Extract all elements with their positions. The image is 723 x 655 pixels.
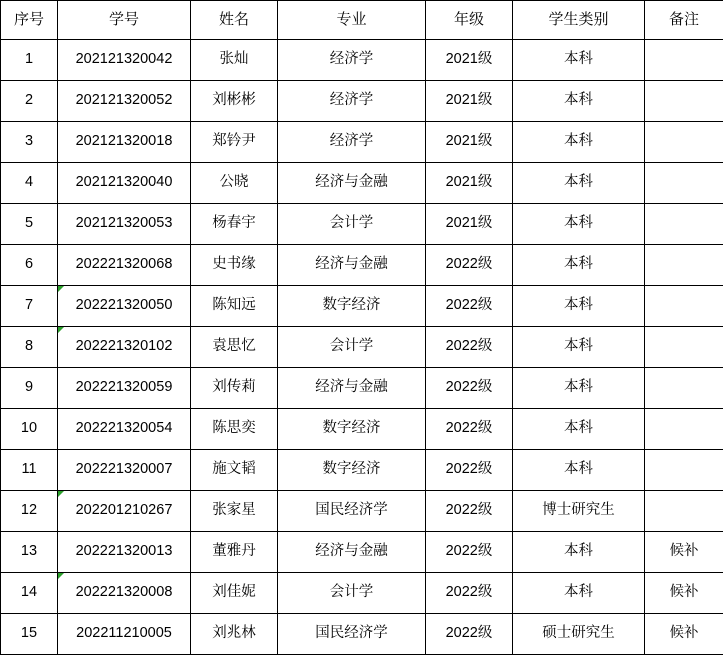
cell-grade: 2021级 — [426, 204, 513, 245]
cell-student-type: 本科 — [513, 163, 645, 204]
table-row — [1, 450, 723, 491]
cell-note — [645, 491, 723, 532]
table-row — [1, 40, 723, 81]
column-header-student-type: 学生类别 — [513, 1, 645, 40]
cell-no: 9 — [1, 368, 58, 409]
cell-major: 国民经济学 — [278, 491, 426, 532]
cell-major: 经济与金融 — [278, 532, 426, 573]
cell-student-id: 202201210267 — [58, 491, 191, 532]
cell-name: 施文韬 — [191, 450, 278, 491]
cell-no: 4 — [1, 163, 58, 204]
cell-no: 7 — [1, 286, 58, 327]
cell-major: 经济与金融 — [278, 245, 426, 286]
cell-note — [645, 368, 723, 409]
cell-major: 数字经济 — [278, 286, 426, 327]
cell-student-type: 本科 — [513, 286, 645, 327]
cell-student-type: 本科 — [513, 573, 645, 614]
cell-name: 郑钤尹 — [191, 122, 278, 163]
cell-student-id: 202221320054 — [58, 409, 191, 450]
cell-no: 6 — [1, 245, 58, 286]
cell-student-type: 本科 — [513, 122, 645, 163]
cell-student-id: 202221320013 — [58, 532, 191, 573]
cell-major: 数字经济 — [278, 450, 426, 491]
cell-name: 张家星 — [191, 491, 278, 532]
cell-name: 陈知远 — [191, 286, 278, 327]
cell-note — [645, 450, 723, 491]
cell-name: 刘兆林 — [191, 614, 278, 655]
cell-major: 会计学 — [278, 327, 426, 368]
column-header-name: 姓名 — [191, 1, 278, 40]
cell-student-id: 202221320059 — [58, 368, 191, 409]
cell-note: 候补 — [645, 573, 723, 614]
cell-grade: 2022级 — [426, 450, 513, 491]
table-row — [1, 245, 723, 286]
cell-no: 5 — [1, 204, 58, 245]
table-header-row — [1, 1, 723, 40]
cell-student-id: 202121320052 — [58, 81, 191, 122]
cell-no: 1 — [1, 40, 58, 81]
cell-grade: 2022级 — [426, 409, 513, 450]
cell-student-id: 202121320053 — [58, 204, 191, 245]
cell-note — [645, 40, 723, 81]
cell-student-id: 202221320050 — [58, 286, 191, 327]
cell-grade: 2022级 — [426, 532, 513, 573]
cell-no: 12 — [1, 491, 58, 532]
cell-student-type: 本科 — [513, 40, 645, 81]
table-row — [1, 409, 723, 450]
cell-no: 15 — [1, 614, 58, 655]
cell-student-type: 本科 — [513, 368, 645, 409]
table-row — [1, 573, 723, 614]
table-row — [1, 532, 723, 573]
table-row — [1, 286, 723, 327]
cell-student-type: 本科 — [513, 327, 645, 368]
cell-no: 8 — [1, 327, 58, 368]
cell-note — [645, 163, 723, 204]
cell-student-type: 本科 — [513, 409, 645, 450]
cell-no: 10 — [1, 409, 58, 450]
table-row — [1, 81, 723, 122]
cell-grade: 2022级 — [426, 327, 513, 368]
cell-major: 经济学 — [278, 40, 426, 81]
cell-student-type: 本科 — [513, 204, 645, 245]
cell-name: 杨春宇 — [191, 204, 278, 245]
cell-major: 经济学 — [278, 122, 426, 163]
cell-note: 候补 — [645, 532, 723, 573]
column-header-note: 备注 — [645, 1, 723, 40]
cell-grade: 2022级 — [426, 573, 513, 614]
cell-no: 11 — [1, 450, 58, 491]
cell-student-type: 博士研究生 — [513, 491, 645, 532]
cell-grade: 2022级 — [426, 614, 513, 655]
table-row — [1, 614, 723, 655]
cell-student-id: 202221320102 — [58, 327, 191, 368]
cell-student-type: 本科 — [513, 245, 645, 286]
cell-major: 经济与金融 — [278, 163, 426, 204]
table-row — [1, 491, 723, 532]
cell-note — [645, 286, 723, 327]
cell-grade: 2021级 — [426, 122, 513, 163]
cell-student-type: 本科 — [513, 450, 645, 491]
cell-name: 袁思忆 — [191, 327, 278, 368]
cell-major: 会计学 — [278, 573, 426, 614]
cell-name: 刘传莉 — [191, 368, 278, 409]
cell-grade: 2021级 — [426, 40, 513, 81]
cell-no: 14 — [1, 573, 58, 614]
cell-note — [645, 204, 723, 245]
cell-name: 陈思奕 — [191, 409, 278, 450]
cell-name: 刘彬彬 — [191, 81, 278, 122]
cell-grade: 2021级 — [426, 81, 513, 122]
cell-no: 3 — [1, 122, 58, 163]
cell-grade: 2022级 — [426, 245, 513, 286]
cell-student-id: 202221320007 — [58, 450, 191, 491]
cell-note: 候补 — [645, 614, 723, 655]
cell-grade: 2022级 — [426, 368, 513, 409]
cell-major: 国民经济学 — [278, 614, 426, 655]
cell-student-id: 202121320042 — [58, 40, 191, 81]
cell-no: 2 — [1, 81, 58, 122]
cell-student-type: 本科 — [513, 532, 645, 573]
cell-student-id: 202121320040 — [58, 163, 191, 204]
cell-name: 刘佳妮 — [191, 573, 278, 614]
cell-note — [645, 409, 723, 450]
cell-note — [645, 327, 723, 368]
cell-student-id: 202221320068 — [58, 245, 191, 286]
cell-note — [645, 122, 723, 163]
cell-student-type: 本科 — [513, 81, 645, 122]
cell-student-id: 202211210005 — [58, 614, 191, 655]
table-row — [1, 204, 723, 245]
cell-major: 经济与金融 — [278, 368, 426, 409]
cell-student-id: 202121320018 — [58, 122, 191, 163]
cell-major: 数字经济 — [278, 409, 426, 450]
cell-name: 史书缘 — [191, 245, 278, 286]
table-row — [1, 122, 723, 163]
column-header-student-id: 学号 — [58, 1, 191, 40]
cell-name: 公晓 — [191, 163, 278, 204]
column-header-major: 专业 — [278, 1, 426, 40]
cell-grade: 2022级 — [426, 286, 513, 327]
cell-note — [645, 81, 723, 122]
cell-major: 会计学 — [278, 204, 426, 245]
column-header-no: 序号 — [1, 1, 58, 40]
cell-grade: 2021级 — [426, 163, 513, 204]
table-row — [1, 327, 723, 368]
cell-no: 13 — [1, 532, 58, 573]
table-row — [1, 368, 723, 409]
cell-student-type: 硕士研究生 — [513, 614, 645, 655]
cell-name: 张灿 — [191, 40, 278, 81]
cell-note — [645, 245, 723, 286]
table-body — [1, 40, 723, 655]
cell-name: 董雅丹 — [191, 532, 278, 573]
cell-student-id: 202221320008 — [58, 573, 191, 614]
cell-grade: 2022级 — [426, 491, 513, 532]
column-header-grade: 年级 — [426, 1, 513, 40]
cell-major: 经济学 — [278, 81, 426, 122]
table-row — [1, 163, 723, 204]
